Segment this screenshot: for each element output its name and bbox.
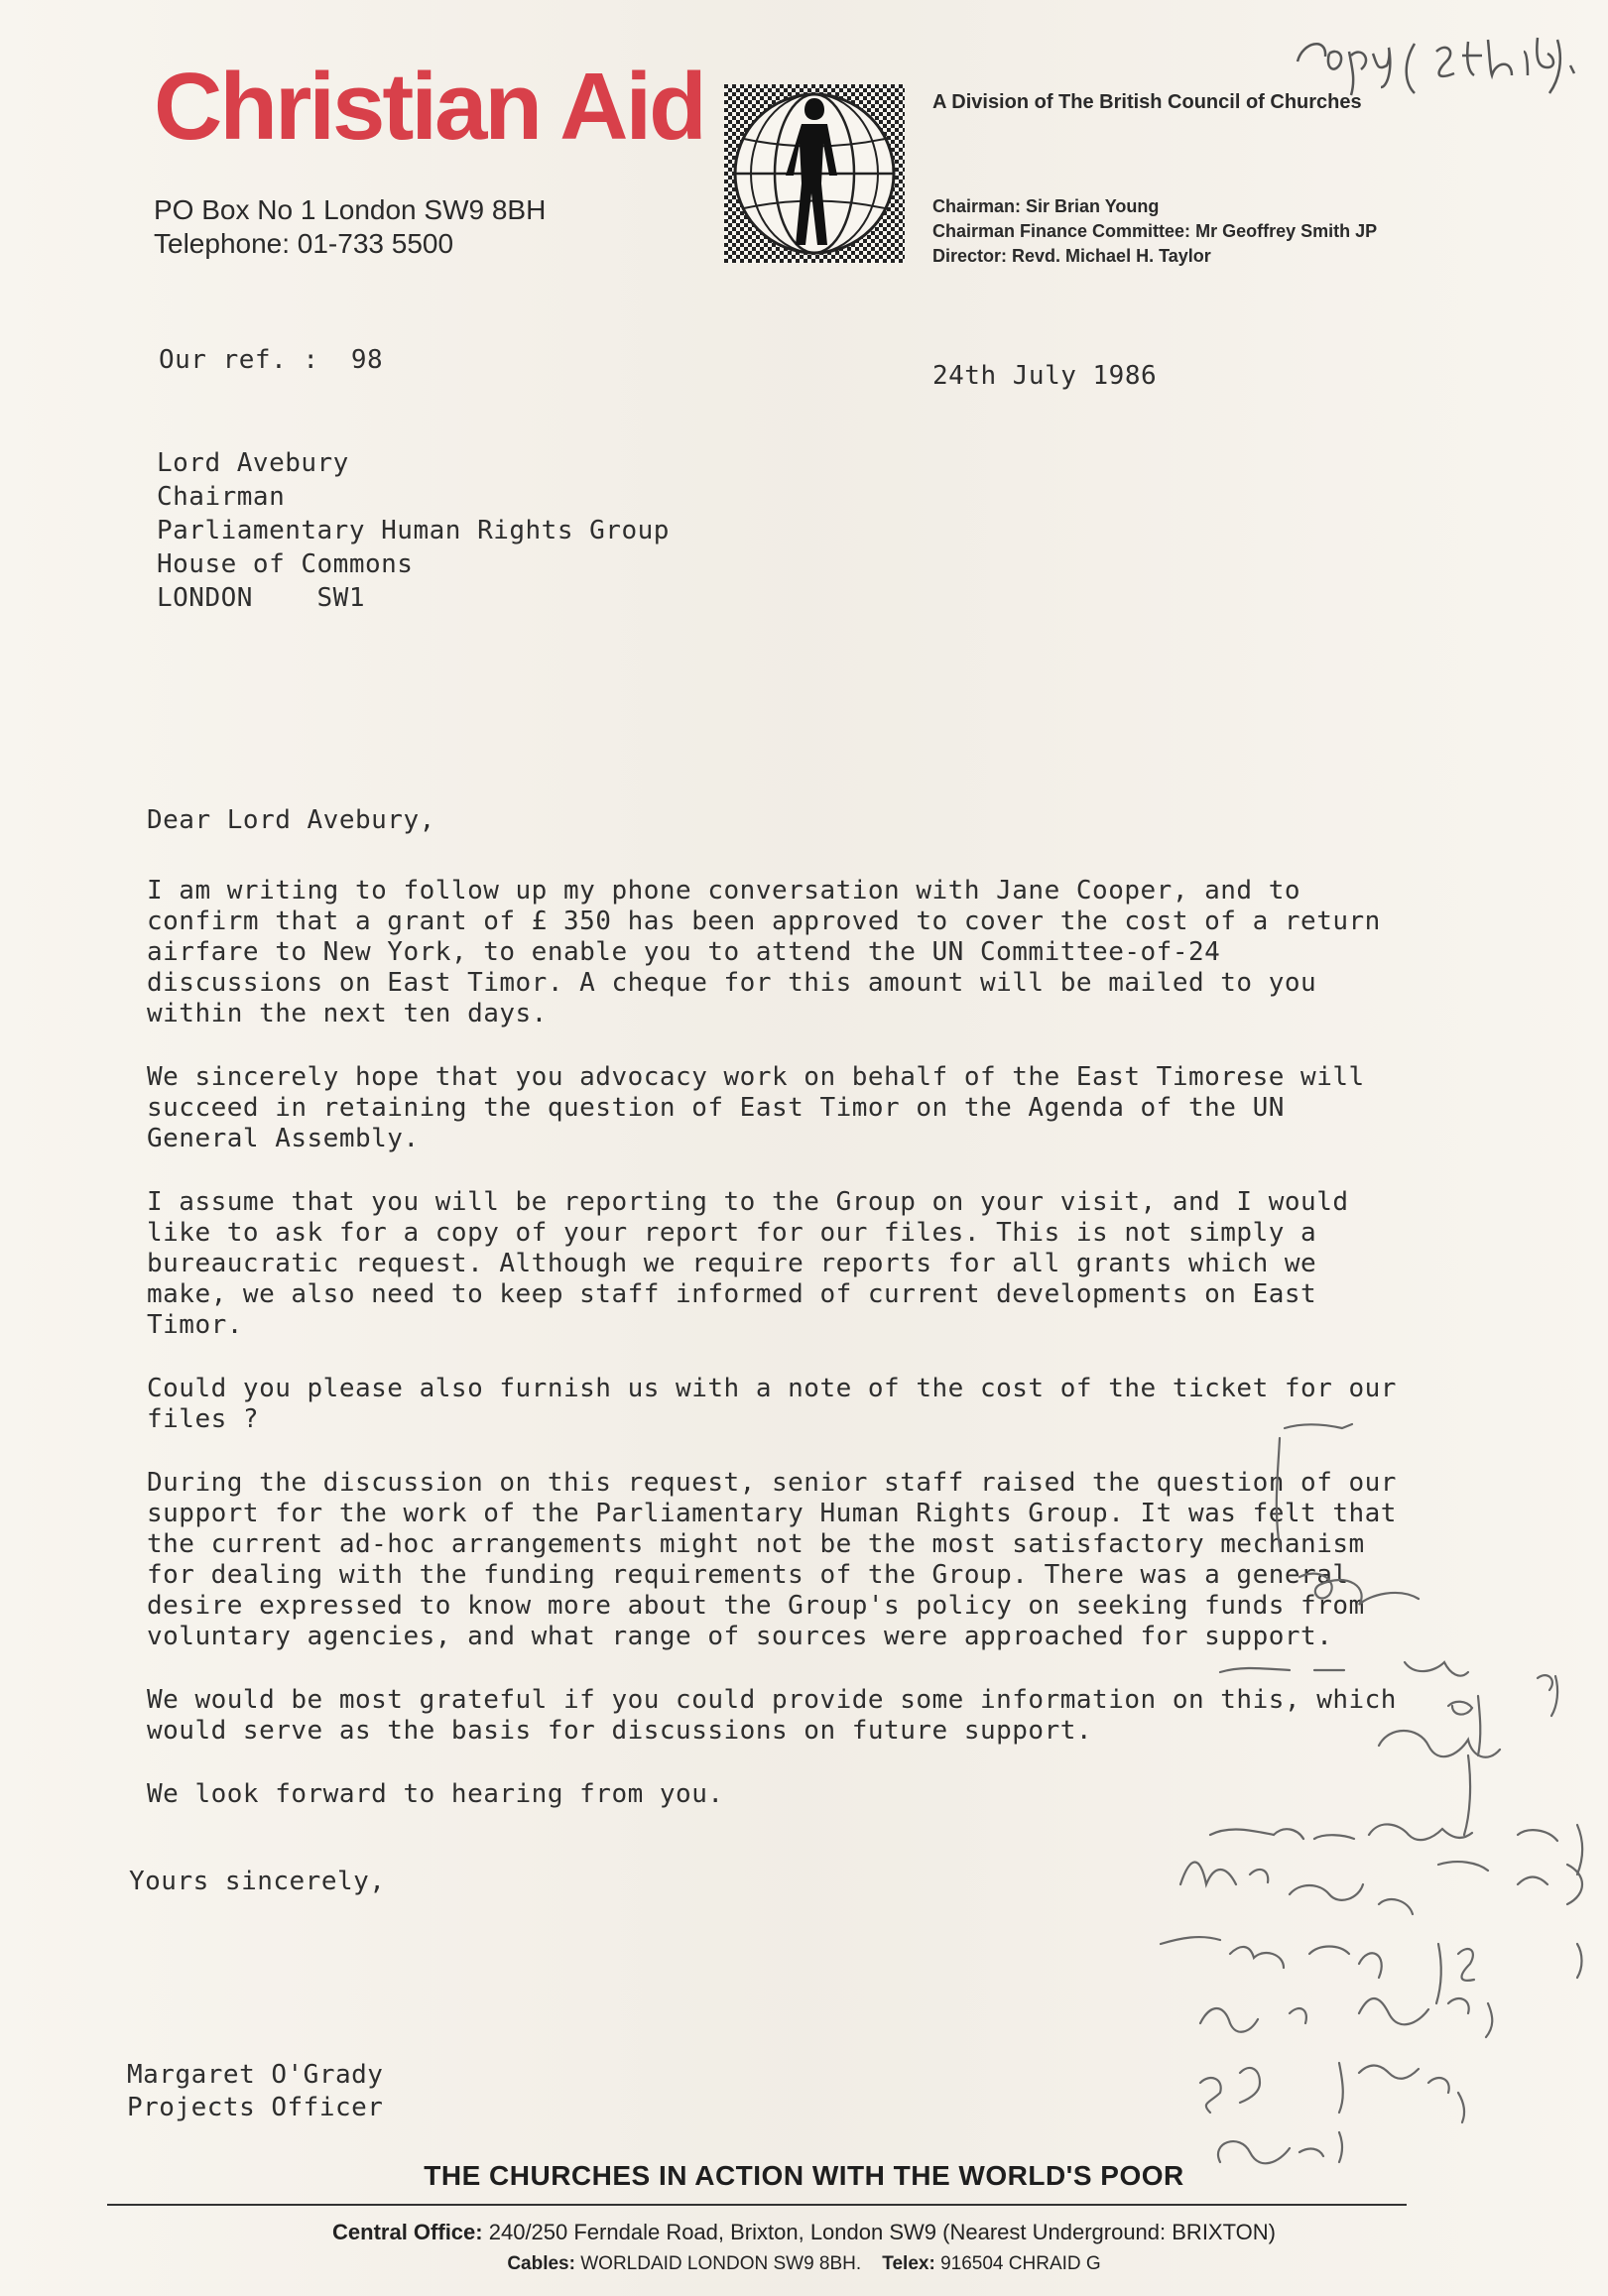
paragraph-information: We would be most grateful if you could provide some information on this, which would serve as the basis for discussions on future support. [147,1685,1397,1746]
handwritten-copy-note [1288,22,1608,99]
phone-line: Telephone: 01-733 5500 [154,228,454,259]
officers-list [932,194,1377,269]
officer-name: Mr Geoffrey Smith JP [1195,221,1378,241]
organization-logo-text: Christian Aid [154,54,704,160]
cables-value: WORLDAID LONDON SW9 8BH. [580,2253,862,2274]
reference-number: Our ref. : 98 [159,345,384,375]
officer-name: Revd. Michael H. Taylor [1012,246,1211,266]
salutation: Dear Lord Avebury, [147,805,435,835]
handwritten-note-text: Copy (9 th b.) [1288,22,1295,23]
organization-address [154,193,546,261]
footer-divider [107,2204,1407,2206]
recipient-line: Lord Avebury [157,448,349,478]
officer-chairman [932,194,1377,219]
office-address: 240/250 Ferndale Road, Brixton, London SW9 (Nearest Underground: BRIXTON) [488,2220,1276,2244]
officer-label: Chairman: [932,196,1022,216]
closing-phrase: Yours sincerely, [129,1867,386,1896]
paragraph-look-forward: We look forward to hearing from you. [147,1779,724,1809]
paragraph-ticket: Could you please also furnish us with a note of the cost of the ticket for our files ? [147,1374,1397,1434]
footer-cables-telex [0,2253,1608,2275]
footer-slogan: THE CHURCHES IN ACTION WITH THE WORLD'S POOR [424,2160,1184,2191]
globe-figure-emblem-icon [724,84,905,263]
recipient-line: LONDON SW1 [157,583,365,613]
footer-office-address [0,2220,1608,2245]
signatory-name: Margaret O'Grady [127,2060,384,2090]
paragraph-advocacy: We sincerely hope that you advocacy work on behalf of the East Timorese will succeed in retaining the question of East Timor on the Agenda of the UN General Assembly. [147,1062,1365,1153]
officer-director [932,244,1377,269]
recipient-line: House of Commons [157,549,414,579]
handwritten-margin-notes [1141,1369,1607,2222]
recipient-line: Chairman [157,482,286,512]
recipient-address [157,446,670,615]
paragraph-report: I assume that you will be reporting to the Group on your visit, and I would like to ask for a copy of your report for our files. This is not simply a bureaucratic request. Although we require reports for all grants which we make, we also need to keep staff informed of current developments on East Timor. [147,1187,1349,1340]
address-line: PO Box No 1 London SW9 8BH [154,194,547,225]
paragraph-funding: During the discussion on this request, senior staff raised the question of our support for the work of the Parliamentary Human Rights Group. It was felt that the current ad-hoc arrangements might not be the most satisfactory mechanism for dealing with the funding requirements of the Group. There was a general desire expressed to know more about the Group's policy on seeking funds from voluntary agencies, and what range of sources were approached for support. [147,1468,1397,1651]
office-label: Central Office: [332,2220,483,2244]
recipient-line: Parliamentary Human Rights Group [157,516,670,545]
officer-label: Director: [932,246,1008,266]
paragraph-grant: I am writing to follow up my phone conversation with Jane Cooper, and to confirm that a grant of £ 350 has been approved to cover the cost of a return airfare to New York, to enable you to attend the UN Committee-of-24 discussions on East Timor. A cheque for this amount will be mailed to you within the next ten days. [147,876,1381,1028]
division-statement: A Division of The British Council of Churches [932,91,1362,113]
officer-name: Sir Brian Young [1026,196,1160,216]
letter-date: 24th July 1986 [932,361,1158,391]
cables-label: Cables: [507,2253,575,2274]
signature-block [127,2059,383,2124]
signatory-title: Projects Officer [127,2093,384,2122]
telex-value: 916504 CHRAID G [940,2253,1101,2274]
officer-label: Chairman Finance Committee: [932,221,1191,241]
letter-closing [129,1865,385,1926]
telex-label: Telex: [882,2253,935,2274]
officer-finance-chairman [932,219,1377,244]
